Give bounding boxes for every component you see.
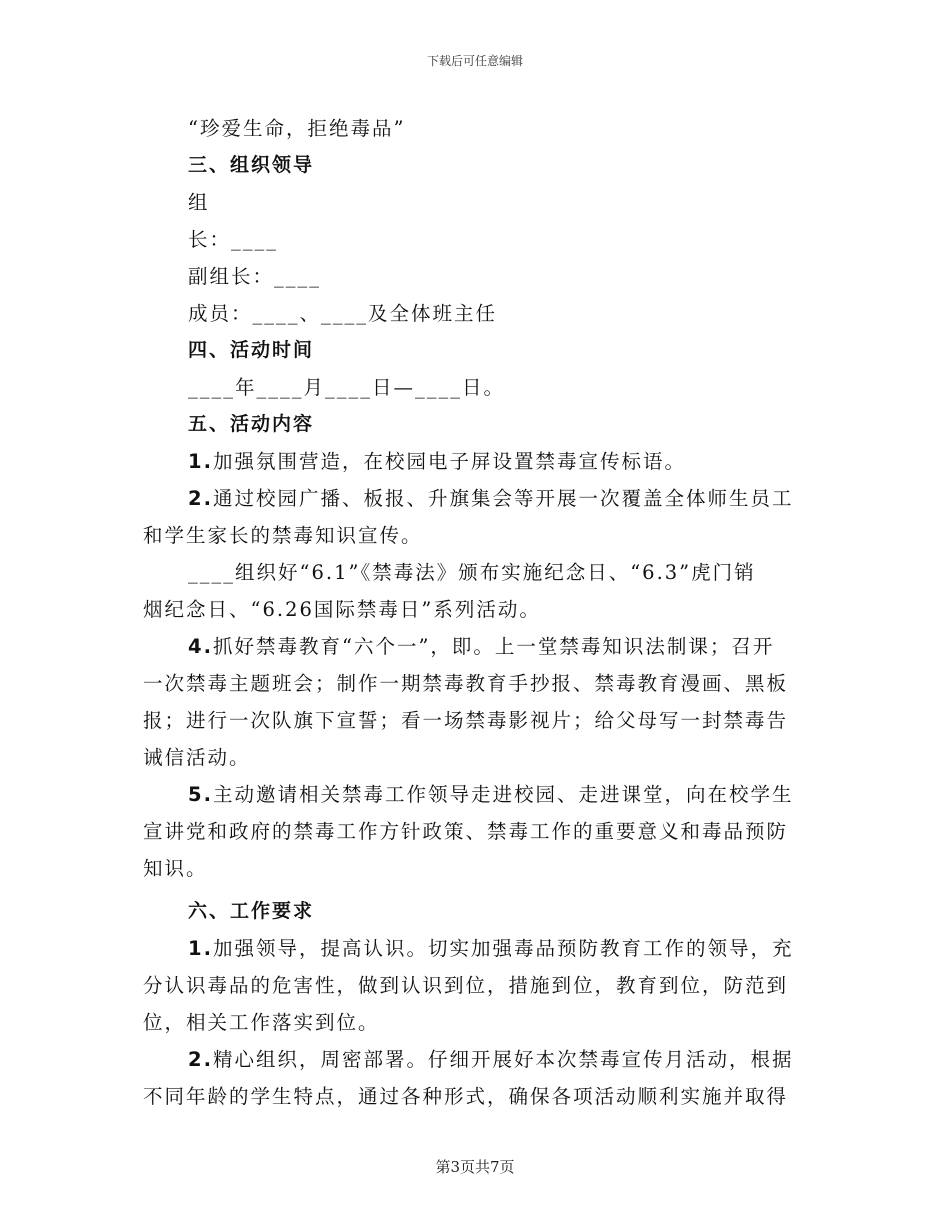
section5-item4-line2: 一次禁毒主题班会；制作一期禁毒教育手抄报、禁毒教育漫画、黑板 [143,672,789,695]
item-text: 抓好禁毒教育“六个一”，即。上一堂禁毒知识法制课；召开 [212,635,775,658]
section4-time: ____年____月____日—____日。 [188,376,506,399]
section3-line-fu: 副组长：____ [188,265,322,288]
item-text: 精心组织，周密部署。仔细开展好本次禁毒宣传月活动，根据 [212,1048,794,1071]
section5-item5-line3: 知识。 [143,857,208,880]
section5-item3-line1: ____组织好“6.1”《禁毒法》颁布实施纪念日、“6.3”虎门销 [188,561,756,584]
section6-title: 六、工作要求 [188,900,315,922]
item-number: 2. [188,1048,213,1071]
section6-item2-line1 [143,1041,803,1078]
section6-item1-line1 [143,930,803,967]
section6-item1-line3: 位，相关工作落实到位。 [143,1011,380,1034]
document-body [143,110,803,1115]
section5-title: 五、活动内容 [188,413,315,435]
item-number: 5. [188,783,213,806]
item-number: 2. [188,487,213,510]
section3-line-zhang: 长：____ [188,228,279,251]
section5-item1 [143,443,803,480]
item-number: 1. [188,450,213,473]
item-text: 加强领导，提高认识。切实加强毒品预防教育工作的领导，充 [212,937,794,960]
section5-item4-line3: 报；进行一次队旗下宣誓；看一场禁毒影视片；给父母写一封禁毒告 [143,709,789,732]
section3-line-members: 成员：____、____及全体班主任 [188,302,498,325]
section5-item5-line2: 宣讲党和政府的禁毒工作方针政策、禁毒工作的重要意义和毒品预防 [143,820,789,843]
section5-item2-line2: 和学生家长的禁毒知识宣传。 [143,524,423,547]
page-header-note: 下载后可任意编辑 [426,54,523,68]
item-number: 1. [188,937,213,960]
section6-item2-line2: 不同年龄的学生特点，通过各种形式，确保各项活动顺利实施并取得 [143,1085,789,1108]
item-text: 加强氛围营造，在校园电子屏设置禁毒宣传标语。 [212,450,686,473]
section5-item4-line1 [143,628,803,665]
section5-item2-line1 [143,480,803,517]
section3-title: 三、组织领导 [188,154,315,176]
item-number: 4. [188,635,213,658]
item-text: 通过校园广播、板报、升旗集会等开展一次覆盖全体师生员工 [212,487,794,510]
section4-title: 四、活动时间 [188,339,315,361]
page-number: 第3页共7页 [435,1158,515,1176]
section5-item4-line4: 诫信活动。 [143,746,251,769]
section3-line-zu: 组 [188,191,210,214]
section5-item3-line2: 烟纪念日、“6.26国际禁毒日”系列活动。 [143,598,541,621]
section6-item1-line2: 分认识毒品的危害性，做到认识到位，措施到位，教育到位，防范到 [143,974,789,997]
slogan: “珍爱生命，拒绝毒品” [188,117,406,140]
item-text: 主动邀请相关禁毒工作领导走进校园、走进课堂，向在校学生 [212,783,794,806]
section5-item5-line1 [143,776,803,813]
